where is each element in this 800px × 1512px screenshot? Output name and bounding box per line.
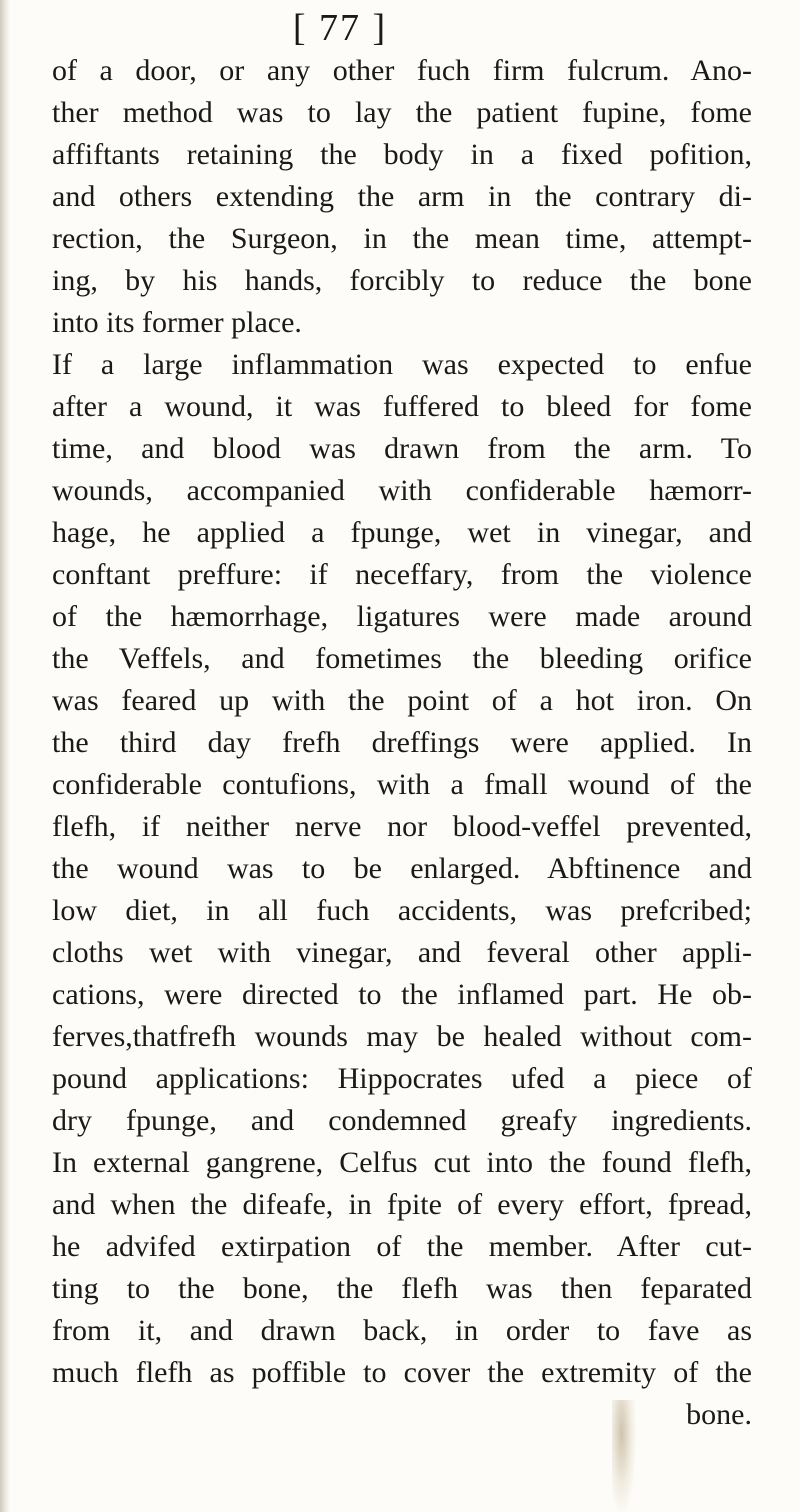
text-line: he advifed extirpation of the member. After cut-	[52, 1230, 752, 1263]
text-line: hage, he applied a fpunge, wet in vinegar, and	[52, 516, 752, 549]
text-line: low diet, in all fuch accidents, was prefcribed;	[52, 894, 752, 927]
text-line: conftant preffure: if neceffary, from the violence	[52, 558, 752, 591]
catchword: bone.	[686, 1398, 752, 1431]
text-line: of the hæmorrhage, ligatures were made around	[52, 600, 752, 633]
text-line: In external gangrene, Celfus cut into the found flefh,	[52, 1146, 752, 1179]
text-line: and others extending the arm in the contrary di-	[52, 180, 752, 213]
text-line: ther method was to lay the patient fupine, fome	[52, 96, 752, 129]
text-line: and when the difeafe, in fpite of every effort, fpread,	[52, 1188, 752, 1221]
text-line: ing, by his hands, forcibly to reduce the bone	[52, 264, 752, 297]
text-line: ting to the bone, the flefh was then feparated	[52, 1272, 752, 1305]
text-line: time, and blood was drawn from the arm. To	[52, 432, 752, 465]
paragraph-start-line: If a large inflammation was expected to enfue	[52, 348, 752, 381]
text-line: into its former place.	[52, 306, 302, 339]
text-line: rection, the Surgeon, in the mean time, attempt-	[52, 222, 752, 255]
text-line: dry fpunge, and condemned greafy ingredients.	[52, 1104, 752, 1137]
binding-edge	[0, 0, 10, 1512]
text-line: wounds, accompanied with confiderable hæmorr-	[52, 474, 752, 507]
text-line: ferves,thatfrefh wounds may be healed without com-	[52, 1020, 752, 1053]
text-line: affiftants retaining the body in a fixed pofition,	[52, 138, 752, 171]
text-line: much flefh as poffible to cover the extremity of the	[52, 1356, 752, 1389]
page-number: [ 77 ]	[292, 7, 388, 49]
text-line: flefh, if neither nerve nor blood-veffel prevented,	[52, 810, 752, 843]
text-line: the Veffels, and fometimes the bleeding orifice	[52, 642, 752, 675]
text-line: of a door, or any other fuch firm fulcrum. Ano-	[52, 54, 752, 87]
text-line: the wound was to be enlarged. Abftinence and	[52, 852, 752, 885]
page-number-header	[0, 6, 800, 50]
paper-stain	[612, 1400, 636, 1512]
text-line: the third day frefh dreffings were applied. In	[52, 726, 752, 759]
text-line: cloths wet with vinegar, and feveral other appli-	[52, 936, 752, 969]
text-line: after a wound, it was fuffered to bleed for fome	[52, 390, 752, 423]
text-line: confiderable contufions, with a fmall wound of the	[52, 768, 752, 801]
text-line: pound applications: Hippocrates ufed a piece of	[52, 1062, 752, 1095]
text-line: was feared up with the point of a hot iron. On	[52, 684, 752, 717]
text-line: cations, were directed to the inflamed part. He ob-	[52, 978, 752, 1011]
text-line: from it, and drawn back, in order to fave as	[52, 1314, 752, 1347]
